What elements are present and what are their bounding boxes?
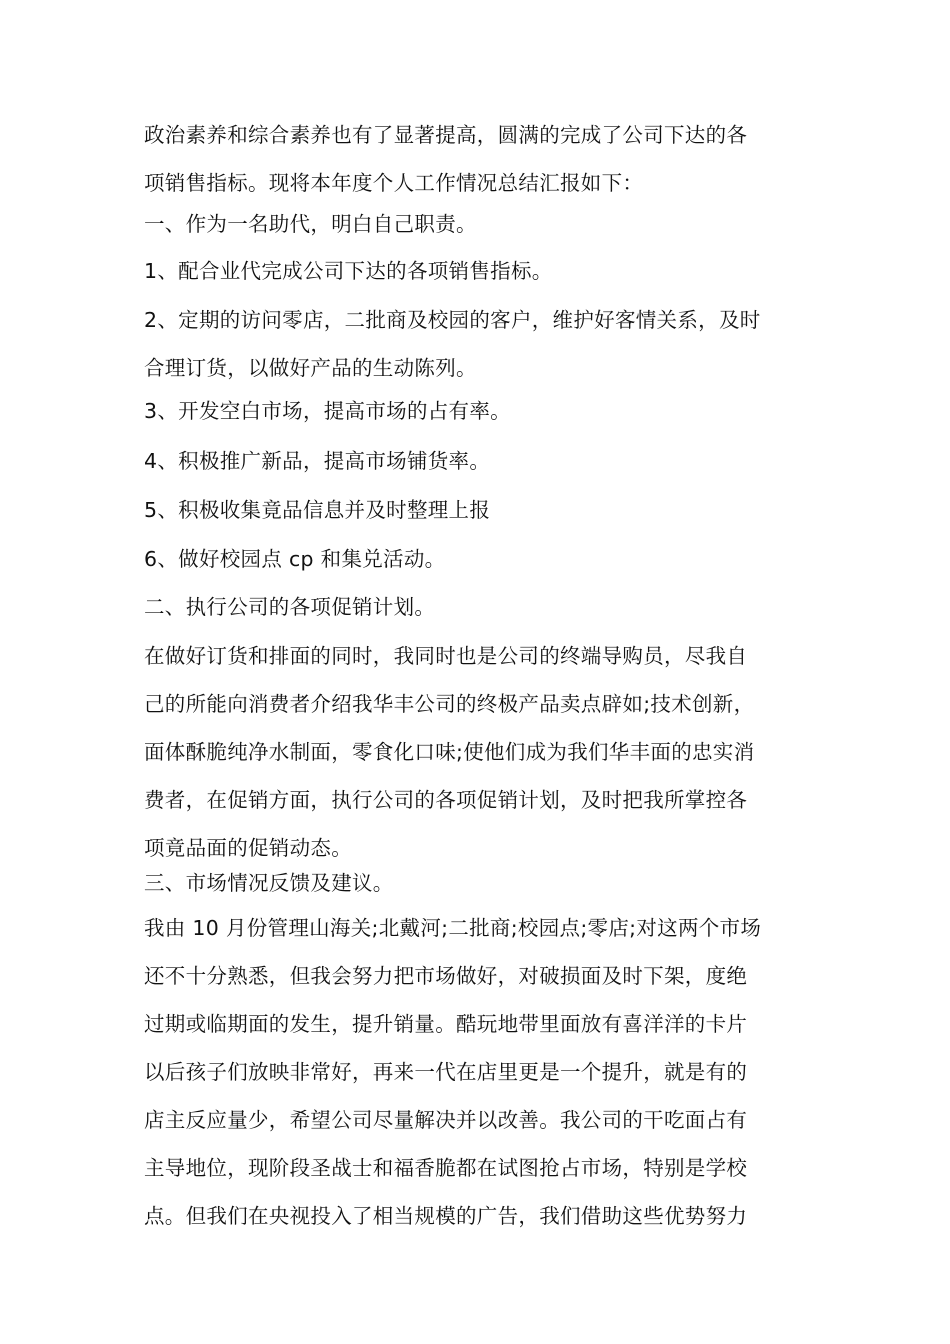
text-line: 过期或临期面的发生，提升销量。酷玩地带里面放有喜洋洋的卡片 xyxy=(144,1012,748,1036)
list-item-5 xyxy=(144,486,806,534)
text-line: 6、做好校园点 cp 和集兑活动。 xyxy=(144,547,446,571)
heading-text: 三、市场情况反馈及建议。 xyxy=(144,871,394,895)
text-line: 费者，在促销方面，执行公司的各项促销计划，及时把我所掌控各 xyxy=(144,788,748,812)
text-line: 2、定期的访问零店，二批商及校园的客户，维护好客情关系，及时 xyxy=(144,308,761,332)
text-line: 5、积极收集竟品信息并及时整理上报 xyxy=(144,498,491,522)
text-line: 政治素养和综合素养也有了显著提高，圆满的完成了公司下达的各 xyxy=(144,123,748,147)
list-item-6 xyxy=(144,535,806,583)
text-line: 店主反应量少，希望公司尽量解决并以改善。我公司的干吃面占有 xyxy=(144,1108,748,1132)
list-item-1 xyxy=(144,247,806,295)
heading-text: 一、作为一名助代，明白自己职责。 xyxy=(144,212,477,236)
text-line: 以后孩子们放映非常好，再来一代在店里更是一个提升，就是有的 xyxy=(144,1060,748,1084)
text-line: 点。但我们在央视投入了相当规模的广告，我们借助这些优势努力 xyxy=(144,1204,748,1228)
list-item-4 xyxy=(144,437,806,485)
text-line: 在做好订货和排面的同时，我同时也是公司的终端导购员，尽我自 xyxy=(144,644,748,668)
heading-text: 二、执行公司的各项促销计划。 xyxy=(144,595,436,619)
paragraph-intro xyxy=(144,111,806,207)
text-line: 合理订货，以做好产品的生动陈列。 xyxy=(144,356,477,380)
text-line: 1、配合业代完成公司下达的各项销售指标。 xyxy=(144,259,553,283)
text-line: 项竟品面的促销动态。 xyxy=(144,836,352,860)
section-heading-1 xyxy=(144,200,806,248)
text-line: 还不十分熟悉，但我会努力把市场做好，对破损面及时下架，度绝 xyxy=(144,964,748,988)
text-line: 面体酥脆纯净水制面，零食化口味;使他们成为我们华丰面的忠实消 xyxy=(144,740,755,764)
paragraph-promotion xyxy=(144,632,806,872)
section-heading-3 xyxy=(144,859,806,907)
section-heading-2 xyxy=(144,583,806,631)
list-item-3 xyxy=(144,387,806,435)
text-line: 己的所能向消费者介绍我华丰公司的终极产品卖点辟如;技术创新， xyxy=(144,692,755,716)
text-line: 主导地位，现阶段圣战士和福香脆都在试图抢占市场，特别是学校 xyxy=(144,1156,748,1180)
text-line: 项销售指标。现将本年度个人工作情况总结汇报如下： xyxy=(144,171,644,195)
text-line: 3、开发空白市场，提高市场的占有率。 xyxy=(144,399,511,423)
text-line: 4、积极推广新品，提高市场铺货率。 xyxy=(144,449,491,473)
list-item-2 xyxy=(144,296,806,392)
text-line: 我由 10 月份管理山海关;北戴河;二批商;校园点;零店;对这两个市场 xyxy=(144,916,762,940)
paragraph-market-feedback xyxy=(144,904,806,1240)
